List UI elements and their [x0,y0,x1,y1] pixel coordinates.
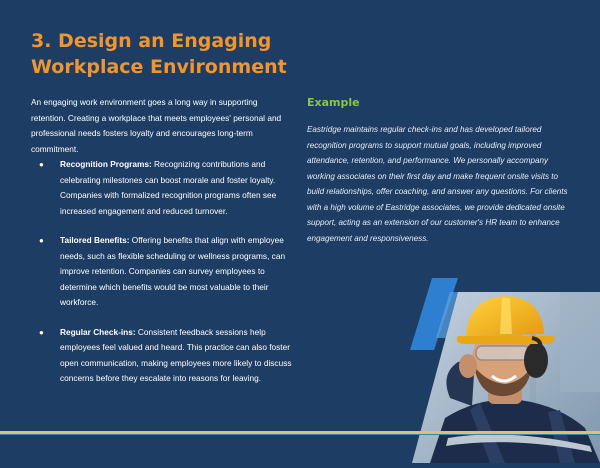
bullet-title: Regular Check-ins: [60,326,136,337]
bullet-dot: ● [39,327,44,337]
section-title [31,28,361,80]
bullet-title: Recognition Programs: [60,159,152,169]
bullet-list [31,157,293,401]
example-heading: Example [307,96,360,109]
bullet-title: Tailored Benefits: [60,235,130,245]
section-title-line2: Workplace Environment [31,56,287,78]
bullet-dot: ● [39,236,44,245]
worker-photo [410,278,600,463]
bullet-regular-check-ins [31,325,293,387]
bullet-recognition-programs [31,157,293,219]
bullet-text: Consistent feedback sessions help employees feel valued and heard. This practice can also foster open communication, making employees more likely to discuss concerns before they escalate into reasons for leaving. [60,326,292,383]
example-text: Eastridge maintains regular check-ins and has developed tailored recognition programs to support mutual goals, including improved attendance, retention, and performance. We personally accompany working associates on their first day and make frequent onsite visits to build relationships, offer coaching, and answer any questions. For clients with a high volume of Eastridge associates, we provide dedicated onsite support, acting as an extension of our customer's HR team to enhance engagement and responsiveness. [307,125,568,243]
bullet-tailored-benefits [31,233,293,311]
intro-paragraph: An engaging work environment goes a long way in supporting retention. Creating a workplace that meets employees' personal and professional needs fosters loyalty and encourages long-term commitment. [31,97,282,154]
footer-stripe-blue [0,434,600,435]
section-title-line1: 3. Design an Engaging [31,30,272,52]
safety-glasses [476,346,530,360]
bullet-text: Offering benefits that align with employee needs, such as flexible scheduling or wellness programs, can improve retention. Companies can survey employees to determine which benefits would be most valuable to their workforce. [60,235,286,307]
bullet-text: Recognizing contributions and celebrating milestones can boost morale and foster loyalty. Companies with formalized recognition programs often see increased engagement and reduced turnover. [60,159,277,216]
headset [524,342,548,378]
bullet-dot: ● [39,160,44,169]
worker-photo-illustration [410,278,600,463]
